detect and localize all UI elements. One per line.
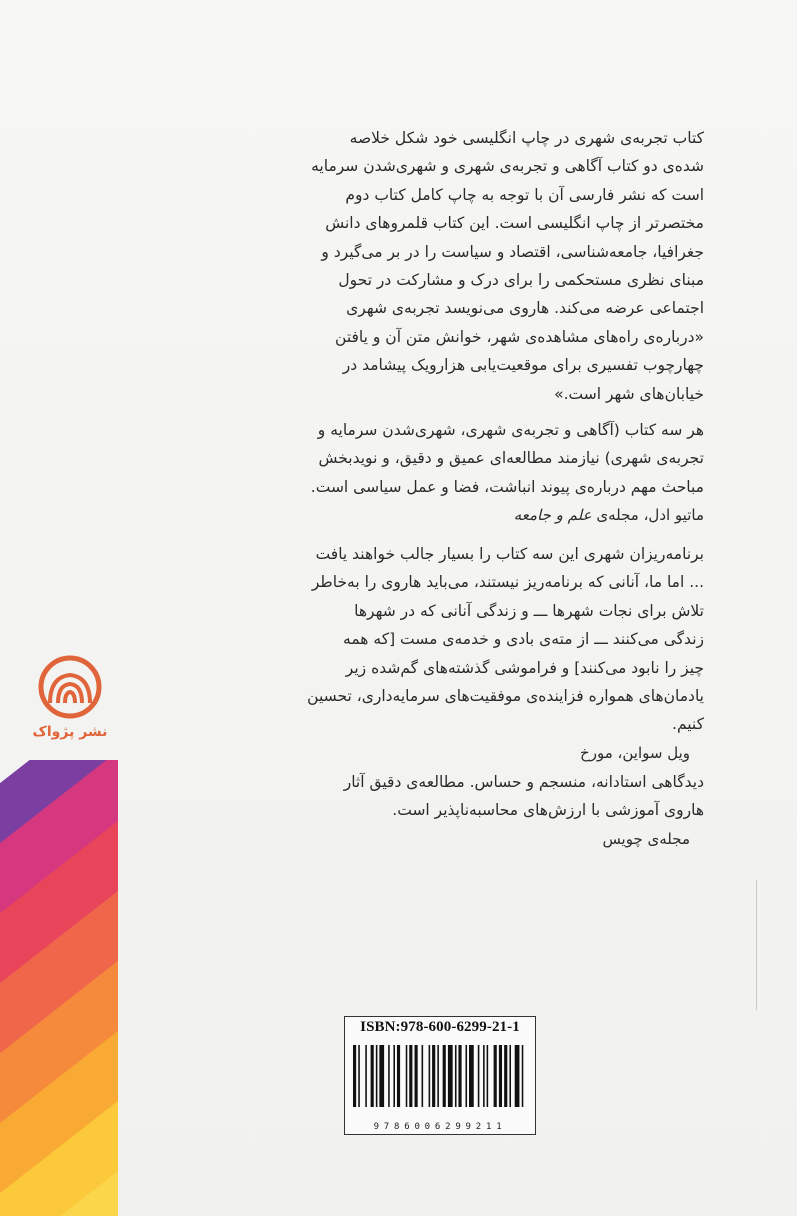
text-line: چهارچوب تفسیری برای موقعیت‌یابی هزار‌ویک پیشامد در [342,356,704,375]
text-line: خیابان‌های شهر است.» [554,384,704,403]
barcode-bar [432,1045,435,1107]
text-line: جغرافیا، جامعه‌شناسی، اقتصاد و سیاست را در بر می‌گیرد و [321,242,704,261]
quote-text [172,768,704,825]
text-line: زندگی می‌کنند ـــ از مته‌ی بادی و خدمه‌ی مست [که همه [343,630,704,649]
barcode-bar [415,1045,418,1107]
barcode-bar [494,1045,497,1107]
barcode-digits: 9786006299211 [373,1122,507,1132]
text-line: هر سه کتاب (آگاهی و تجربه‌ی شهری، شهری‌شدن سرمایه و [317,421,704,439]
text-line: چیز را نابود می‌کنند] و فراموشی گذشته‌های گم‌شده زیر [345,658,704,677]
barcode-bar [483,1045,485,1107]
barcode-bar [458,1045,461,1107]
isbn-box [344,1016,536,1135]
barcode-bar [353,1045,356,1107]
publisher-logo-icon [38,655,102,719]
barcode-bar [499,1045,502,1107]
text-line: تلاش برای نجات شهرها ـــ و زندگی آنانی که در شهرها [354,601,704,620]
text-line: کنیم. [672,715,704,734]
quote-attribution: ویل سواین، مورخ [580,743,690,762]
divider [756,880,757,1010]
barcode-bar [397,1045,400,1107]
text-line: برنامه‌ریزان شهری این سه کتاب را بسیار جالب خواهند یافت [315,545,704,563]
barcode-bar [515,1045,520,1107]
barcode-bar [393,1045,395,1107]
attribution-journal: علم و جامعه [513,506,592,525]
isbn-label: ISBN:978-600-6299-21-1 [360,1019,520,1035]
barcode-bar [487,1045,489,1107]
barcode-bar [448,1045,453,1107]
quote-will-swain [172,540,704,767]
barcode-bar [504,1045,507,1107]
barcode-bar [469,1045,474,1107]
barcode-bar [406,1045,408,1107]
quote-attribution: مجله‌ی چویس [602,829,690,848]
barcode-bar [443,1045,446,1107]
barcode-bar [379,1045,384,1107]
text-line: اجتماعی عرضه می‌کند. هاروی می‌نویسد تجربه‌ی شهری [346,299,704,318]
text-line: ... اما ما، آنانی که برنامه‌ریز نیستند، می‌باید هاروی را به‌خاطر [311,573,704,592]
text-line: مختصرتر از چاپ انگلیسی است. این کتاب قلمروهای دانش [325,214,704,233]
barcode-icon [351,1045,529,1117]
quote-attribution [172,501,704,529]
barcode-bar [365,1045,367,1107]
publisher-name: نشر پژواک [32,724,108,740]
barcode-bar [455,1045,457,1107]
quote-text [172,540,704,739]
barcode-bar [429,1045,431,1107]
paragraph-summary [172,124,704,408]
text-line: «درباره‌ی راه‌های مشاهده‌ی شهر، خوانش متن آن و یافتن [335,327,704,346]
text-line: است که نشر فارسی آن با توجه به چاپ کامل کتاب دوم [345,185,704,204]
text-line: مباحث مهم درباره‌ی پیوند انباشت، فضا و عمل سیاسی است. [310,477,704,496]
text-line: کتاب تجربه‌ی شهری در چاپ انگلیسی خود شکل خلاصه [349,129,704,147]
text-line: شده‌ی دو کتاب آگاهی و تجربه‌ی شهری و شهری‌شدن سرمایه [311,157,704,176]
quote-matthew-edel [172,416,704,530]
text-line: دیدگاهی استادانه، منسجم و حساس. مطالعه‌ی دقیق آثار [343,773,704,791]
barcode-bar [509,1045,511,1107]
barcode-bar [478,1045,480,1107]
barcode-bar [358,1045,360,1107]
decorative-stripes [0,760,118,1216]
paragraph-summary-text [172,124,704,408]
text-line: تجربه‌ی شهری) نیازمند مطالعه‌ای عمیق و دقیق، و نوید‌بخش [318,449,704,468]
quote-choice [172,768,704,853]
quote-text [172,416,704,501]
barcode-bar [437,1045,439,1107]
barcode-bar [422,1045,424,1107]
attribution-author: ماتیو ادل، مجله‌ی [591,506,704,525]
barcode-bar [465,1045,467,1107]
barcode-bar [376,1045,378,1107]
barcode-bar [409,1045,412,1107]
barcode-bar [371,1045,374,1107]
barcode-bar [388,1045,390,1107]
text-line: هاروی آموزشی با ارزش‌های محاسبه‌ناپذیر است. [392,801,704,820]
text-line: یادمان‌های همواره فزاینده‌ی موفقیت‌های سرمایه‌داری، تحسین [307,687,704,706]
barcode-bar [522,1045,524,1107]
text-line: مبنای نظری مستحکمی را برای درک و مشارکت در تحول [338,271,704,290]
